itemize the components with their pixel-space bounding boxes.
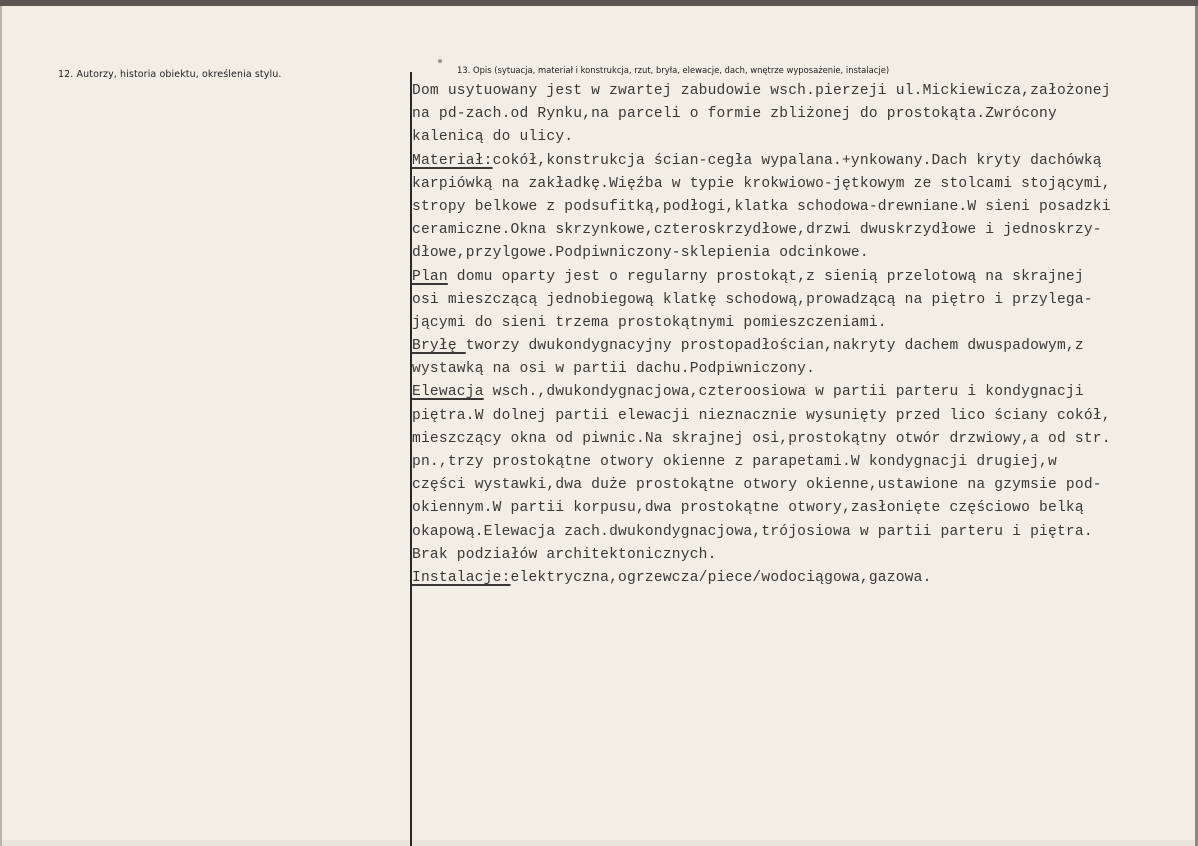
heading-material: Materiał: xyxy=(412,152,493,169)
text-line: Plan domu oparty jest o regularny prostokąt,z sienią przelotową na skrajnej xyxy=(412,268,1084,285)
text-line: na pd-zach.od Rynku,na parceli o formie zbliżonej do prostokąta.Zwrócony xyxy=(412,106,1057,123)
text-line: dłowe,przylgowe.Podpiwniczony-sklepienia odcinkowe. xyxy=(412,245,869,262)
text-line: okiennym.W partii korpusu,dwa prostokątne otwory,zasłonięte częściowo belką xyxy=(412,500,1084,517)
text-line: części wystawki,dwa duże prostokątne otwory okienne,ustawione na gzymsie pod- xyxy=(412,477,1102,494)
text-line: piętra.W dolnej partii elewacji nieznacznie wysunięty przed lico ściany cokół, xyxy=(412,407,1111,424)
text-line: stropy belkowe z podsufitką,podłogi,klatka schodowa-drewniane.W sieni posadzki xyxy=(412,198,1111,215)
heading-bryla: Bryłę xyxy=(412,338,466,355)
text-line: karpiówką na zakładkę.Więźba w typie krokwiowo-jętkowym ze stolcami stojącymi, xyxy=(412,175,1111,192)
heading-instalacje: Instalacje: xyxy=(412,569,511,586)
text-line: wystawką na osi w partii dachu.Podpiwniczony. xyxy=(412,361,816,378)
text-line: pn.,trzy prostokątne otwory okienne z parapetami.W kondygnacji drugiej,w xyxy=(412,454,1057,470)
field-13-label: 13. Opis (sytuacja, materiał i konstrukcja, rzut, bryła, elewacje, dach, wnętrze wyposażenie, instalacje) xyxy=(457,65,890,75)
text-line: Dom usytuowany jest w zwartej zabudowie wsch.pierzeji ul.Mickiewicza,założonej xyxy=(412,83,1111,99)
text-line: Bryłę tworzy dwukondygnacyjny prostopadłościan,nakryty dachem dwuspadowym,z xyxy=(412,338,1084,355)
text-line: okapową.Elewacja zach.dwukondygnacjowa,trójosiowa w partii parteru i piętra. xyxy=(412,523,1093,540)
text-line: jącymi do sieni trzema prostokątnymi pomieszczeniami. xyxy=(412,314,887,331)
heading-plan: Plan xyxy=(412,268,448,285)
sheet-left-edge xyxy=(0,6,2,846)
text-line: mieszczący okna od piwnic.Na skrajnej osi,prostokątny otwór drzwiowy,a od str. xyxy=(412,430,1111,447)
text-line: ceramiczne.Okna skrzynkowe,czteroskrzydłowe,drzwi dwuskrzydłowe i jednoskrzy- xyxy=(412,222,1102,239)
text-line: Instalacje:elektryczna,ogrzewcza/piece/wodociągowa,gazowa. xyxy=(412,569,932,586)
text-line: osi mieszczącą jednobiegową klatkę schodową,prowadzącą na piętro i przylega- xyxy=(412,291,1093,308)
text-line: Materiał:cokół,konstrukcja ścian-cegła wypalana.+ynkowany.Dach kryty dachówką xyxy=(412,152,1102,169)
description-text xyxy=(412,80,1192,590)
field-12-label: 12. Autorzy, historia obiektu, określenia stylu. xyxy=(58,69,282,80)
text-line: kalenicą do ulicy. xyxy=(412,129,574,146)
heading-elewacja: Elewacja xyxy=(412,384,484,401)
text-line: Brak podziałów architektonicznych. xyxy=(412,546,717,563)
paper-mark xyxy=(438,59,442,63)
text-line: Elewacja wsch.,dwukondygnacjowa,czteroosiowa w partii parteru i kondygnacji xyxy=(412,384,1084,401)
